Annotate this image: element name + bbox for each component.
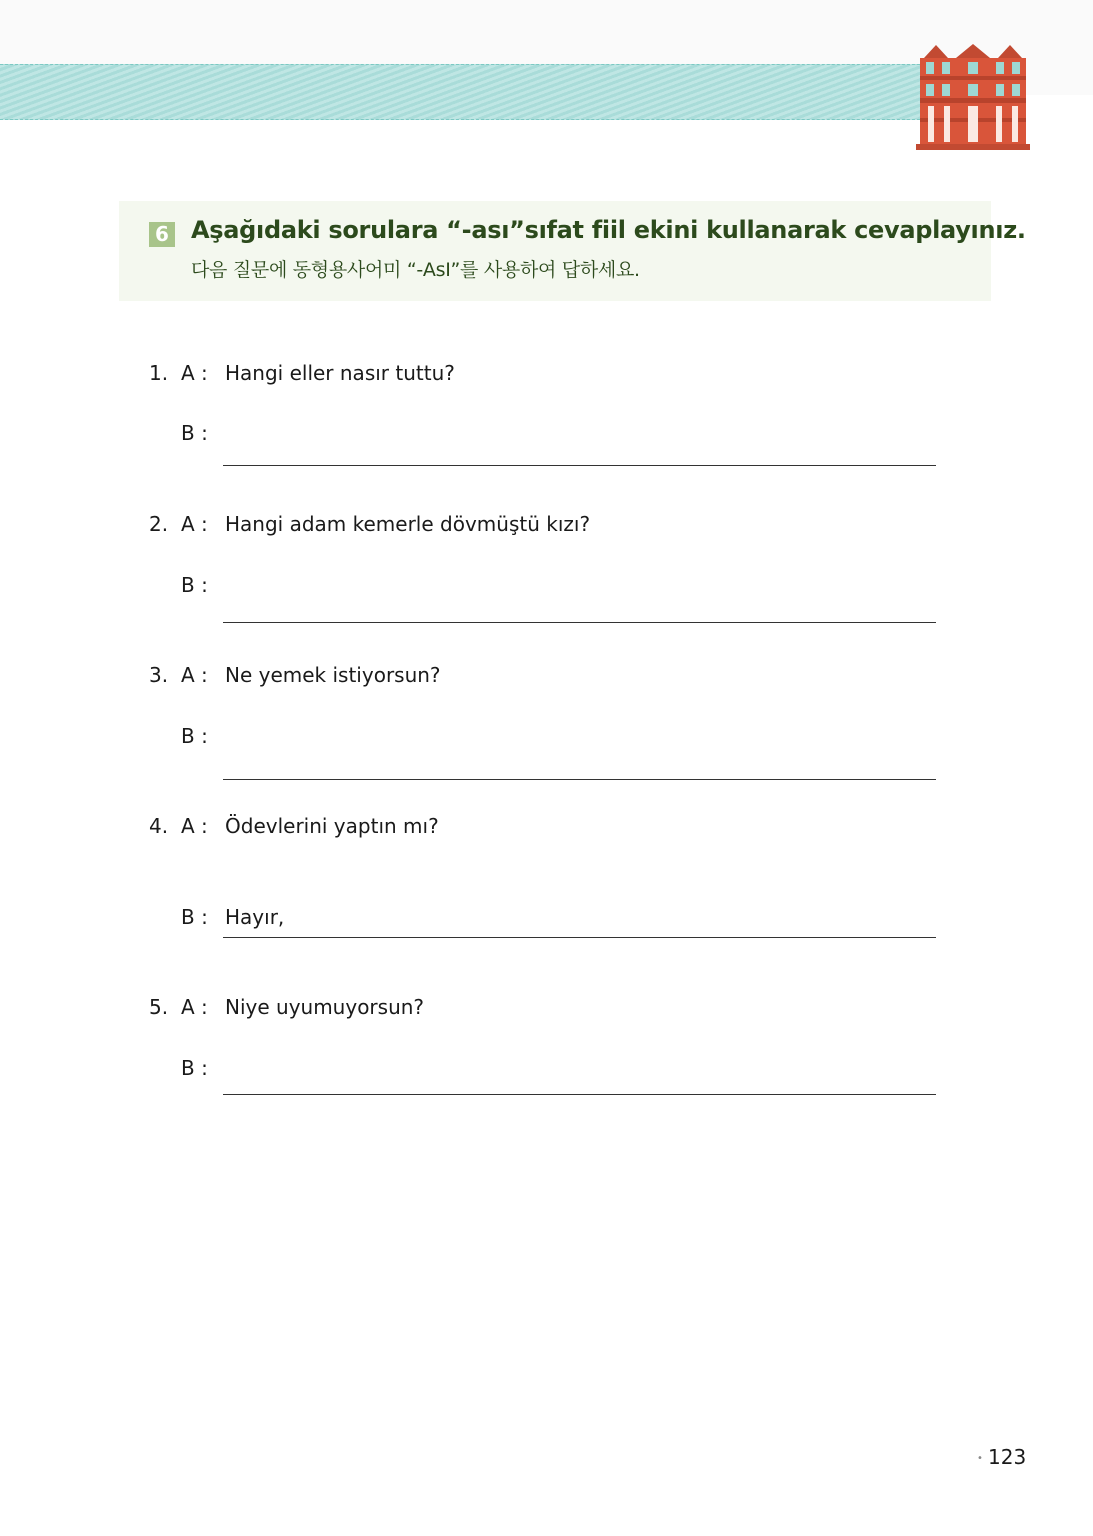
building-illustration-icon (914, 40, 1032, 152)
page-dot-icon: • (977, 1453, 983, 1464)
answer-line[interactable] (223, 779, 936, 780)
question-text: Hangi eller nasır tuttu? (225, 361, 455, 385)
exercise-number-badge: 6 (149, 222, 175, 247)
answer-line[interactable] (223, 937, 936, 938)
item-number: 5. (149, 995, 169, 1019)
exercise-title-korean: 다음 질문에 동형용사어미 “-AsI”를 사용하여 답하세요. (191, 259, 640, 281)
speaker-a-label: A : (181, 663, 208, 687)
speaker-b-label: B : (181, 421, 208, 445)
speaker-a-label: A : (181, 361, 208, 385)
item-number: 2. (149, 512, 169, 536)
speaker-a-label: A : (181, 995, 208, 1019)
question-text: Niye uyumuyorsun? (225, 995, 425, 1019)
question-text: Hangi adam kemerle dövmüştü kızı? (225, 512, 591, 536)
speaker-b-label: B : (181, 573, 208, 597)
speaker-b-label: B : (181, 905, 208, 929)
answer-text[interactable]: Hayır, (225, 905, 285, 929)
item-number: 4. (149, 814, 169, 838)
item-number: 3. (149, 663, 169, 687)
answer-line[interactable] (223, 465, 936, 466)
exercise-title-turkish: Aşağıdaki sorulara “-ası”sıfat fiil ekini kullanarak cevaplayınız. (191, 216, 1026, 244)
answer-line[interactable] (223, 622, 936, 623)
decorative-stripe-band (0, 64, 935, 120)
speaker-a-label: A : (181, 814, 208, 838)
speaker-b-label: B : (181, 724, 208, 748)
item-number: 1. (149, 361, 169, 385)
question-text: Ne yemek istiyorsun? (225, 663, 441, 687)
speaker-a-label: A : (181, 512, 208, 536)
speaker-b-label: B : (181, 1056, 208, 1080)
question-text: Ödevlerini yaptın mı? (225, 814, 439, 838)
answer-line[interactable] (223, 1094, 936, 1095)
page-number: 123 (988, 1445, 1027, 1469)
